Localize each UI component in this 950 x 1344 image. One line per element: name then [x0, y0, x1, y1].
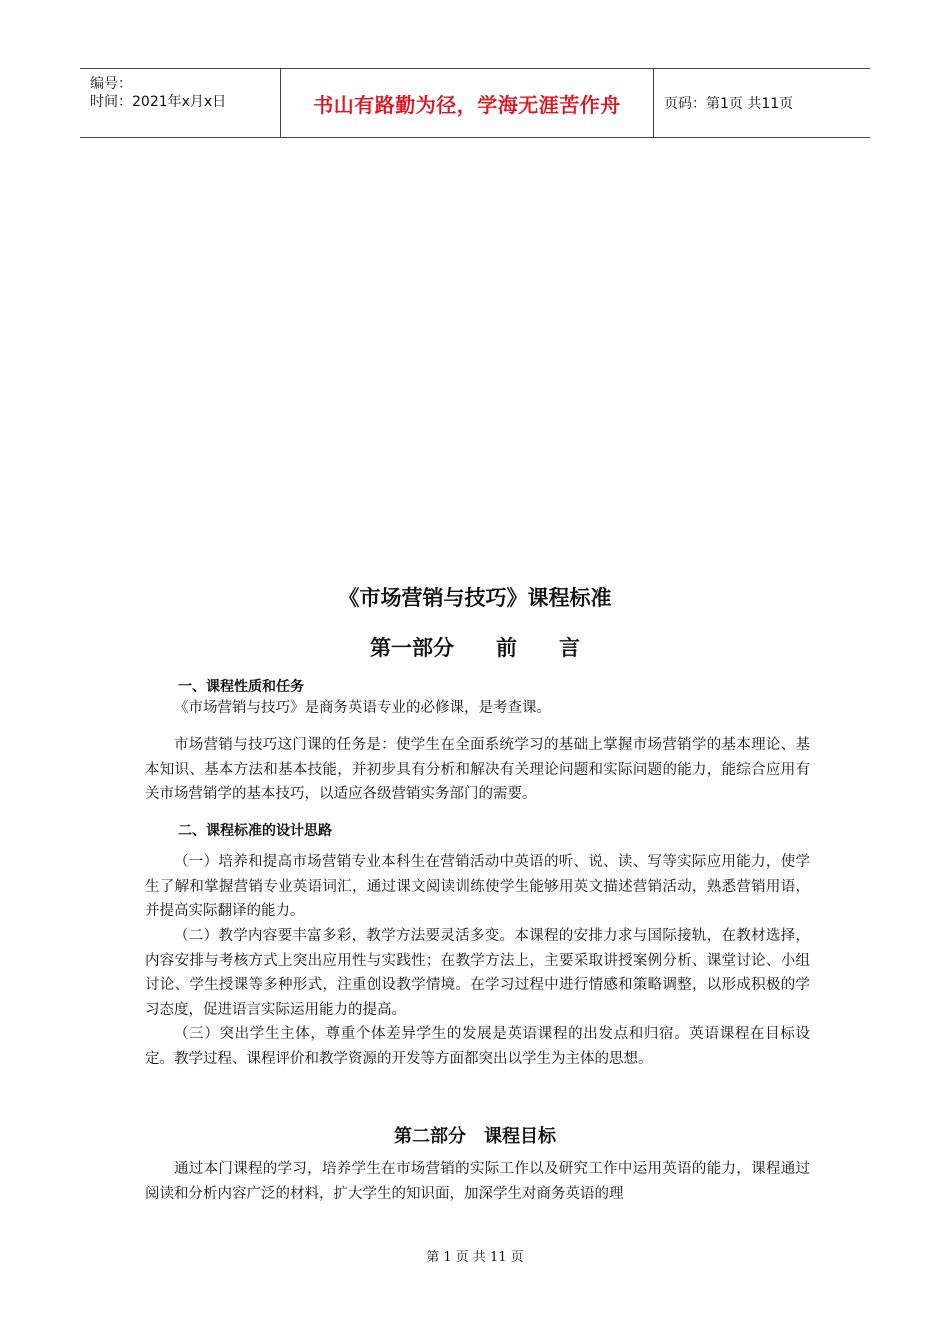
section2-paragraph-2: （二）教学内容要丰富多彩，教学方法要灵活多变。本课程的安排力求与国际接轨，在教材选择，内容安排与考核方式上突出应用性与实践性；在教学方法上，主要采取讲授案例分析、课堂讨论、小组讨论、学生授课等多种形式，注重创设教学情境。在学习过程中进行情感和策略调整，以形成积极的学习态度，促进语言实际运用能力的提高。: [145, 928, 810, 1018]
part1-title: 第一部分 前 言: [370, 636, 580, 660]
part2-title: 第二部分 课程目标: [394, 1126, 556, 1147]
section1-paragraph-2: 市场营销与技巧这门课的任务是：使学生在全面系统学习的基础上掌握市场营销学的基本理论、基本知识、基本方法和基本技能，并初步具有分析和解决有关理论问题和实际问题的能力，能综合应用有关市场营销学的基本技巧，以适应各级营销实务部门的需要。: [145, 737, 810, 802]
section1-heading: 一、课程性质和任务: [178, 679, 304, 695]
document-header-table: [80, 68, 870, 138]
section2-paragraph-1: （一）培养和提高市场营销专业本科生在营销活动中英语的听、说、读、写等实际应用能力，使学生了解和掌握营销专业英语词汇，通过课文阅读训练使学生能够用英文描述营销活动，熟悉营销用语，并提高实际翻译的能力。: [145, 854, 810, 919]
header-motto: 书山有路勤为径，学海无涯苦作舟: [313, 92, 621, 117]
section1-paragraph-1: 《市场营销与技巧》是商务英语专业的必修课，是考查课。: [174, 700, 551, 716]
number-label: 编号：: [90, 76, 132, 92]
page-footer: 第 1 页 共 11 页: [426, 1250, 524, 1265]
section2-paragraph-3: （三）突出学生主体，尊重个体差异学生的发展是英语课程的出发点和归宿。英语课程在目标设定。教学过程、课程评价和教学资源的开发等方面都突出以学生为主体的思想。: [145, 1026, 810, 1067]
header-info-cell: [80, 69, 280, 137]
time-label: 时间：2021年x月x日: [90, 94, 227, 110]
section2-heading: 二、课程标准的设计思路: [178, 823, 332, 839]
document-title: 《市场营销与技巧》课程标准: [338, 586, 612, 610]
header-page-info: 页码：第1页 共11页: [664, 96, 794, 112]
header-divider: [653, 69, 654, 137]
part2-paragraph-1: 通过本门课程的学习，培养学生在市场营销的实际工作以及研究工作中运用英语的能力，课程通过阅读和分析内容广泛的材料，扩大学生的知识面，加深学生对商务英语的理: [145, 1161, 810, 1202]
